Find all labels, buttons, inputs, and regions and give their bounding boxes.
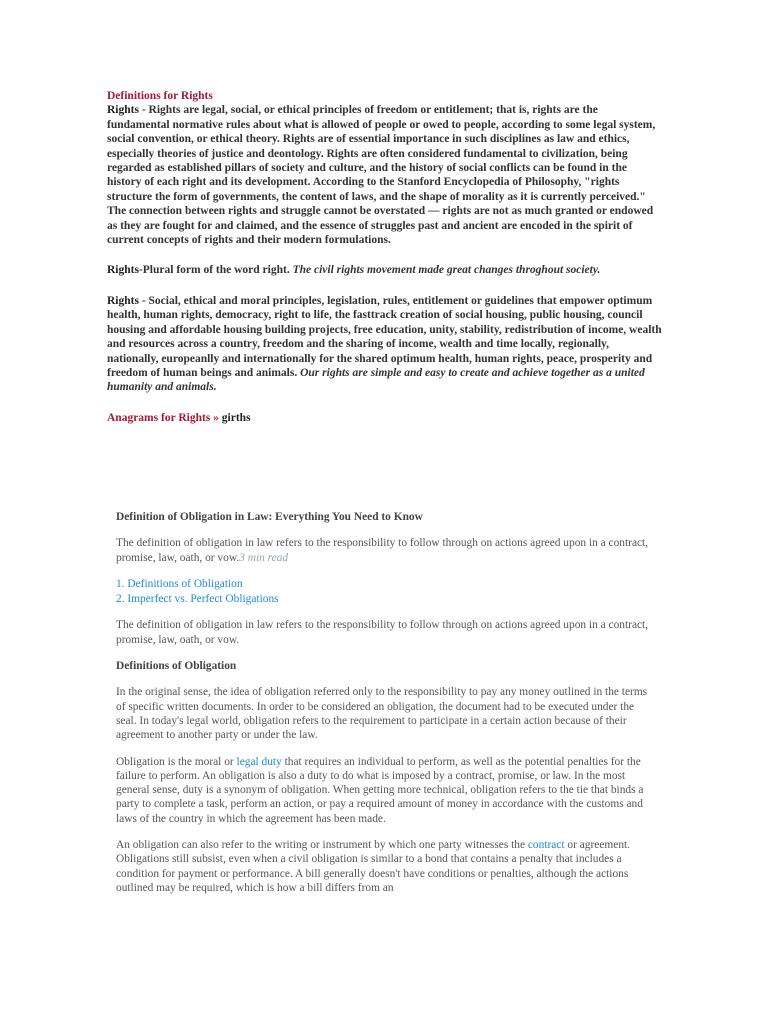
usage-example: The civil rights movement made great changes throghout society. <box>292 264 601 277</box>
subheading-definitions: Definitions of Obligation <box>116 660 237 673</box>
rights-definitions-section <box>107 89 663 425</box>
term-rights: Rights <box>107 264 139 277</box>
table-of-contents <box>116 577 656 607</box>
term-rights: Rights <box>107 104 139 117</box>
rights-definition-1 <box>107 103 663 247</box>
paragraph: Obligation is the moral or legal duty that requires an individual to perform, as well as the potential penalties for the failure to perform. An obligation is also a duty to do what is imposed by a contract, promise, or law. In the most general sense, duty is a synonym of obligation. When getting more technical, obligation refers to the tie that binds a party to complete a task, perform an action, or pay a required amount of money in accordance with the customs and laws of the country in which the agreement has been made. <box>116 755 644 825</box>
article-title: Definition of Obligation in Law: Everything You Need to Know <box>116 511 423 523</box>
term-rights: Rights <box>107 294 139 307</box>
toc-item[interactable]: 2. Imperfect vs. Perfect Obligations <box>116 592 279 605</box>
anagrams-line <box>107 411 663 425</box>
paragraph: An obligation can also refer to the writing or instrument by which one party witnesses the contract or agreement. Obligations still subsist, even when a civil obligation is similar to a bond that contains a penalty that includes a condition for payment or performance. A bill generally doesn't have conditions or penalties, although the actions outlined may be required, which is how a bill differs from an <box>116 839 631 894</box>
paragraph: In the original sense, the idea of obligation referred only to the responsibility to pay any money outlined in the terms of specific written documents. In order to be considered an obligation, the document had to be executed under the seal. In today's legal world, obligation refers to the requirement to participate in a certain action because of their agreement to another party or under the law. <box>116 686 648 742</box>
anagrams-label: Anagrams for Rights » <box>107 411 222 424</box>
rights-definition-2 <box>107 263 663 277</box>
obligation-article <box>116 510 656 907</box>
usage-example: Our rights are simple and easy to create and achieve together as a united humanity and animals. <box>107 366 645 394</box>
definitions-heading: Definitions for Rights <box>107 90 213 102</box>
read-time: 3 min read <box>239 551 289 564</box>
anagram-word: girths <box>221 411 251 424</box>
definition-text: -Plural form of the word right. <box>138 264 293 277</box>
definition-text: - Rights are legal, social, or ethical principles of freedom or entitlement; that is, rights are the fundamental normative rules about what is allowed of people or owed to people, according to some legal system, social convention, or ethical theory. Rights are of essential importance in such disciplines as law and ethics, especially theories of justice and deontology. Rights are often considered fundamental to civilization, being regarded as established pillars of society and culture, and the history of social conflicts can be found in the history of each right and its development. According to the Stanford Encyclopedia of Philosophy, "rights structure the form of governments, the content of laws, and the shape of morality as it is currently perceived." The connection between rights and struggle cannot be overstated — rights are not as much granted or endowed as they are fought for and claimed, and the essence of struggles past and ancient are encoded in the spirit of current concepts of rights and their modern formulations. <box>107 104 656 247</box>
legal-duty-link[interactable]: legal duty <box>236 755 282 768</box>
article-intro: The definition of obligation in law refers to the responsibility to follow through on actions agreed upon in a contract, promise, law, oath, or vow.3 min read <box>116 537 649 564</box>
rights-definition-3 <box>107 294 663 395</box>
article-intro-repeat: The definition of obligation in law refers to the responsibility to follow through on actions agreed upon in a contract, promise, law, oath, or vow. <box>116 619 649 646</box>
contract-link[interactable]: contract <box>527 839 565 852</box>
definition-text: - Social, ethical and moral principles, legislation, rules, entitlement or guidelines that empower optimum health, human rights, democracy, right to life, the fasttrack creation of social housing, public housing, council housing and affordable housing building projects, free education, unity, stability, redistribution of income, wealth and resources across a country, freedom and the sharing of income, wealth and time locally, regionally, nationally, europeanlly and internationally for the shared optimum health, human rights, peace, prosperity and freedom of human beings and animals. <box>107 294 662 379</box>
toc-item[interactable]: 1. Definitions of Obligation <box>116 577 243 590</box>
